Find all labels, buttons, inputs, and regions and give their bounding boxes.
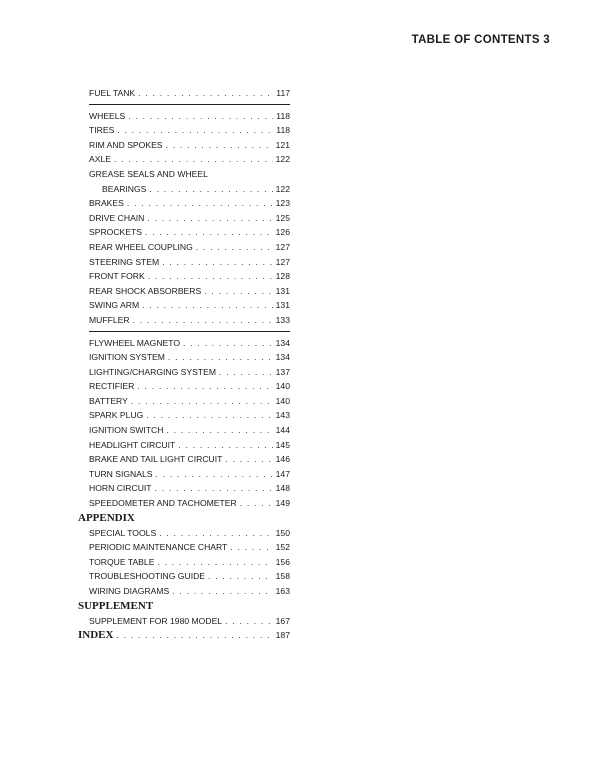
toc-entry-label: BRAKE AND TAIL LIGHT CIRCUIT — [89, 454, 223, 465]
toc-entry[interactable] — [78, 394, 290, 409]
section-heading-label: APPENDIX — [78, 511, 135, 524]
toc-entry[interactable] — [78, 555, 290, 570]
toc-entry-label: REAR SHOCK ABSORBERS — [89, 285, 202, 296]
toc-entry-page-number: 158 — [275, 571, 290, 582]
toc-entry-label: SPEEDOMETER AND TACHOMETER — [89, 498, 237, 509]
toc-entry-label: SPARK PLUG — [89, 410, 144, 421]
toc-entry-label: AXLE — [89, 154, 111, 165]
toc-entry[interactable] — [78, 269, 290, 284]
toc-entry[interactable] — [78, 86, 290, 101]
toc-entry-label: STEERING STEM — [89, 256, 160, 267]
toc-entry-label: IGNITION SWITCH — [89, 425, 164, 436]
dot-leader — [240, 496, 273, 511]
toc-entry-page-number: 156 — [275, 556, 290, 567]
toc-entry-page-number: 134 — [275, 337, 290, 348]
toc-entry-page-number: 122 — [275, 154, 290, 165]
toc-entry[interactable] — [78, 225, 290, 240]
dot-leader — [147, 211, 272, 226]
page-header-title: TABLE OF CONTENTS 3 — [411, 34, 550, 46]
toc-entry[interactable] — [78, 313, 290, 328]
toc-entry-label: WIRING DIAGRAMS — [89, 586, 170, 596]
toc-entry[interactable] — [78, 284, 290, 299]
dot-leader — [204, 284, 272, 299]
toc-entry[interactable] — [78, 408, 290, 423]
toc-entry-label: HEADLIGHT CIRCUIT — [89, 439, 176, 450]
dot-leader — [178, 438, 272, 453]
toc-entry[interactable] — [78, 569, 290, 584]
toc-entry-page-number: 128 — [275, 271, 290, 282]
toc-entry[interactable] — [78, 614, 290, 629]
toc-entry-label: TORQUE TABLE — [89, 556, 155, 567]
toc-entry[interactable] — [78, 379, 290, 394]
dot-leader — [146, 408, 272, 423]
toc-entry-page-number: 121 — [275, 139, 290, 150]
toc-entry-label: WHEELS — [89, 110, 126, 121]
toc-section-heading[interactable] — [78, 599, 290, 614]
toc-entry-page-number: 152 — [275, 542, 290, 553]
dot-leader — [162, 255, 272, 270]
toc-entry-label: BATTERY — [89, 395, 128, 406]
section-heading-label: SUPPLEMENT — [78, 599, 154, 612]
dot-leader — [172, 584, 272, 599]
dot-leader — [116, 628, 272, 643]
dot-leader — [168, 350, 273, 365]
toc-entry-label: SWING ARM — [89, 300, 140, 311]
toc-entry-label: FLYWHEEL MAGNETO — [89, 337, 181, 348]
dot-leader — [166, 423, 272, 438]
toc-entry-label: BEARINGS — [102, 183, 147, 194]
dot-leader — [142, 298, 273, 313]
toc-entry-page-number: 144 — [275, 425, 290, 436]
toc-entry-label: RIM AND SPOKES — [89, 139, 163, 150]
toc-entry-page-number: 133 — [275, 314, 290, 325]
toc-entry-page-number: 122 — [275, 183, 290, 194]
dot-leader — [137, 379, 272, 394]
toc-entry-label: INDEX — [78, 629, 114, 642]
toc-entry-label: DRIVE CHAIN — [89, 212, 145, 223]
toc-entry-page-number: 137 — [275, 366, 290, 377]
dot-leader — [145, 225, 273, 240]
toc-entry-label: TURN SIGNALS — [89, 468, 153, 479]
toc-entry[interactable] — [78, 365, 290, 380]
toc-entry-page-number: 145 — [275, 439, 290, 450]
toc-entry-label: FUEL TANK — [89, 88, 136, 98]
toc-entry-label: SUPPLEMENT FOR 1980 MODEL — [89, 615, 223, 626]
toc-entry-page-number: 126 — [275, 227, 290, 238]
dot-leader — [114, 152, 273, 167]
section-divider — [89, 104, 290, 105]
dot-leader — [166, 138, 273, 153]
toc-entry[interactable] — [78, 584, 290, 599]
toc-entry[interactable] — [78, 526, 290, 541]
toc-entry-page-number: 127 — [275, 241, 290, 252]
toc-entry-page-number: 125 — [275, 212, 290, 223]
toc-entry[interactable] — [78, 350, 290, 365]
dot-leader — [149, 182, 272, 197]
toc-entry-page-number: 149 — [275, 498, 290, 509]
toc-entry-page-number: 127 — [275, 256, 290, 267]
toc-entry-label: FRONT FORK — [89, 271, 145, 282]
toc-entry-page-number: 131 — [275, 285, 290, 296]
toc-entry[interactable] — [78, 196, 290, 211]
dot-leader — [196, 240, 273, 255]
toc-entry-page-number: 150 — [275, 527, 290, 538]
toc-entry[interactable] — [78, 109, 290, 124]
toc-entry-label: PERIODIC MAINTENANCE CHART — [89, 542, 228, 553]
toc-entry[interactable] — [78, 467, 290, 482]
toc-entry-label: GREASE SEALS AND WHEEL — [89, 168, 208, 179]
toc-entry[interactable] — [78, 438, 290, 453]
toc-entry[interactable] — [78, 167, 290, 182]
dot-leader — [225, 452, 272, 467]
toc-index-entry[interactable] — [78, 628, 290, 643]
toc-entry-label: SPECIAL TOOLS — [89, 527, 157, 538]
toc-entry-page-number: 148 — [275, 483, 290, 494]
toc-entry[interactable] — [78, 123, 290, 138]
toc-entry[interactable] — [78, 481, 290, 496]
dot-leader — [225, 614, 273, 629]
dot-leader — [219, 365, 273, 380]
toc-entry[interactable] — [78, 240, 290, 255]
dot-leader — [183, 336, 273, 351]
dot-leader — [133, 313, 273, 328]
toc-entry-label: SPROCKETS — [89, 227, 143, 238]
toc-entry-label: TROUBLESHOOTING GUIDE — [89, 571, 206, 582]
dot-leader — [208, 569, 273, 584]
dot-leader — [138, 86, 273, 101]
toc-entry[interactable] — [78, 336, 290, 351]
toc-entry-page-number: 140 — [275, 381, 290, 392]
toc-entry-label: BRAKES — [89, 198, 124, 209]
toc-entry-page-number: 187 — [275, 630, 290, 641]
toc-entry-page-number: 143 — [275, 410, 290, 421]
toc-entry[interactable] — [78, 211, 290, 226]
toc-entry[interactable] — [78, 423, 290, 438]
dot-leader — [128, 109, 273, 124]
dot-leader — [156, 467, 273, 482]
toc-entry[interactable] — [78, 496, 290, 511]
dot-leader — [117, 123, 273, 138]
toc-entry-label: HORN CIRCUIT — [89, 483, 152, 494]
toc-entry-page-number: 134 — [275, 352, 290, 363]
dot-leader — [131, 394, 273, 409]
toc-entry-label: MUFFLER — [89, 314, 130, 325]
toc-entry[interactable] — [78, 540, 290, 555]
toc-entry-label: LIGHTING/CHARGING SYSTEM — [89, 366, 217, 377]
toc-entry[interactable] — [78, 255, 290, 270]
toc-entry-page-number: 131 — [275, 300, 290, 311]
toc-entry-page-number: 167 — [275, 615, 290, 626]
toc-entry-page-number: 147 — [275, 468, 290, 479]
toc-entry-page-number: 123 — [275, 198, 290, 209]
dot-leader — [127, 196, 273, 211]
toc-entry[interactable] — [78, 452, 290, 467]
toc-entry-label: REAR WHEEL COUPLING — [89, 241, 193, 252]
toc-entry-label: RECTIFIER — [89, 381, 135, 392]
toc-section-heading[interactable] — [78, 511, 290, 526]
table-of-contents — [78, 86, 290, 643]
toc-entry-page-number: 146 — [275, 454, 290, 465]
toc-entry-page-number: 118 — [276, 110, 290, 121]
toc-entry-page-number: 140 — [275, 395, 290, 406]
toc-entry[interactable] — [78, 138, 290, 153]
dot-leader — [230, 540, 272, 555]
section-divider — [89, 331, 290, 332]
dot-leader — [148, 269, 273, 284]
toc-entry-page-number: 118 — [276, 125, 290, 136]
dot-leader — [159, 526, 272, 541]
toc-entry[interactable] — [78, 182, 290, 197]
toc-entry-page-number: 163 — [275, 586, 290, 596]
toc-entry[interactable] — [78, 298, 290, 313]
toc-entry[interactable] — [78, 152, 290, 167]
toc-entry-label: IGNITION SYSTEM — [89, 352, 165, 363]
toc-entry-label: TIRES — [89, 125, 115, 136]
dot-leader — [155, 481, 273, 496]
toc-entry-page-number: 117 — [276, 88, 290, 98]
dot-leader — [157, 555, 272, 570]
